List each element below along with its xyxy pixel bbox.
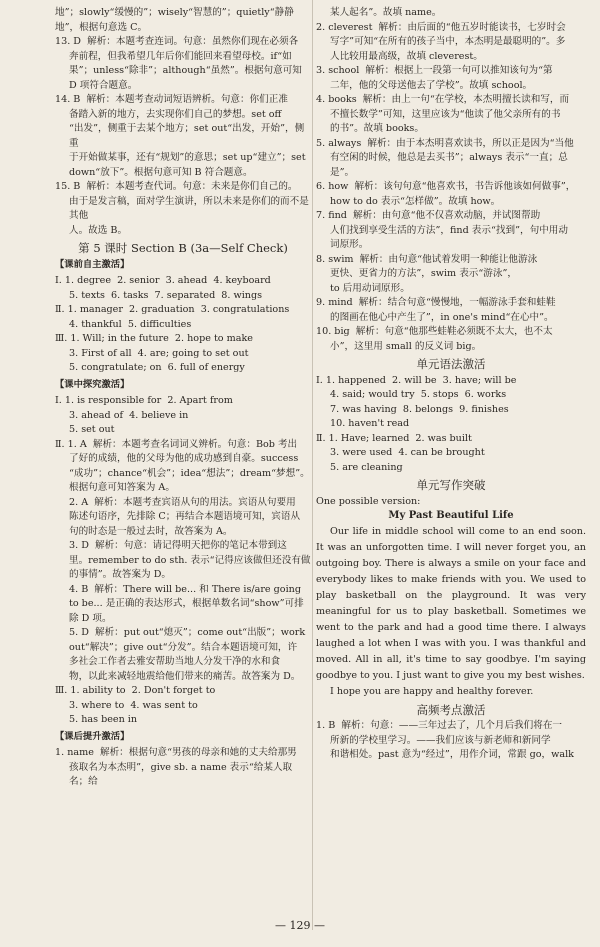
in-class-line: Ⅲ. 1. ability to 2. Don't forget to xyxy=(55,685,216,696)
pre-class-answers xyxy=(55,274,311,376)
grammar-title: 单元语法激活 xyxy=(416,357,486,371)
pre-class-line: Ⅰ. 1. degree 2. senior 3. ahead 4. keyboard xyxy=(55,275,271,286)
grammar-line: 4. said; would try 5. stops 6. works xyxy=(330,389,507,400)
pre-class-line: 3. First of all 4. are; going to set out xyxy=(69,347,249,359)
after-class-line: 2. cleverest 解析：由后面的“他五岁时能读书，七岁时会 xyxy=(316,21,566,33)
grammar-line: Ⅰ. 1. happened 2. will be 3. have; will be xyxy=(316,374,517,386)
answer-line: 于开始做某事，还有“规划”的意思；set up“建立”；set xyxy=(69,152,306,163)
pre-class-line: Ⅲ. 1. Will; in the future 2. hope to make xyxy=(55,333,253,344)
page-number: — 129 — xyxy=(275,919,325,932)
after-class-line: 小”，这里用 small 的反义词 big。 xyxy=(330,340,482,352)
grammar-line: 7. was having 8. belongs 9. finishes xyxy=(330,403,509,415)
in-class-line: out“解决”；give out“分发”。结合本题语境可知，许 xyxy=(69,641,298,653)
after-class-line: 二年，他的父母送他去了学校”。故填 school。 xyxy=(330,79,533,91)
after-class-line: how to do 表示“怎样做”。故填 how。 xyxy=(330,195,501,207)
writing-intro: One possible version: xyxy=(316,495,421,507)
grammar-line: 3. were used 4. can be brought xyxy=(330,447,485,458)
answer-line: “出发”，侧重于去某个地方；set out“出发，开始”，侧重 xyxy=(69,123,305,149)
after-class-line: 3. school 解析：根据上一段第一句可以推知该句为“第 xyxy=(316,65,553,76)
answer-block-prev xyxy=(55,6,311,238)
pre-class-line: 4. thankful 5. difficulties xyxy=(69,318,192,330)
answer-line: 奔前程，但我希望几年后你们能回来看望母校。if“如 xyxy=(69,50,292,62)
highfreq-line: 所新的学校里学习。——我们应该与新老师和新同学 xyxy=(330,734,551,746)
after-class-line: 4. books 解析：由上一句“在学校，本杰明擅长读和写，而 xyxy=(316,94,570,105)
after-class-line: 人比较用最高级，故填 cleverest。 xyxy=(330,50,483,62)
category-in-class: 【课中探究激活】 xyxy=(55,378,130,390)
pre-class-line: 5. texts 6. tasks 7. separated 8. wings xyxy=(69,289,263,301)
in-class-line: 除 D 项。 xyxy=(69,612,112,624)
answer-line: 13. D 解析：本题考查连词。句意：虽然你们现在必须各 xyxy=(55,36,299,47)
in-class-line: 3. D 解析：句意：请记得明天把你的笔记本带到这 xyxy=(69,540,287,551)
after-class-answers-cont xyxy=(316,6,586,354)
section-b-title: 第 5 课时 Section B (3a—Self Check) xyxy=(78,241,288,255)
in-class-line: 物，以此来减轻地震给他们带来的痛苦。故答案为 D。 xyxy=(69,670,301,682)
in-class-line: 根据句意可知答案为 A。 xyxy=(69,482,175,493)
grammar-line: 10. haven't read xyxy=(330,418,410,429)
in-class-line: 3. ahead of 4. believe in xyxy=(69,409,189,421)
in-class-line: Ⅱ. 1. A 解析：本题考查名词词义辨析。句意：Bob 考出 xyxy=(55,438,298,450)
after-class-line: 的书”。故填 books。 xyxy=(330,123,424,134)
answer-line: 人。故选 B。 xyxy=(69,224,128,236)
after-class-line: to 后用动词原形。 xyxy=(330,282,410,294)
in-class-line: Ⅰ. 1. is responsible for 2. Apart from xyxy=(55,395,233,406)
in-class-line: 陈述句语序，先排除 C；再结合本题语境可知，宾语从 xyxy=(69,511,301,522)
after-class-line: 8. swim 解析：由句意“他试着发明一种能让他游泳 xyxy=(316,253,538,265)
in-class-line: 5. D 解析：put out“熄灭”；come out“出版”；work xyxy=(69,627,306,638)
after-class-line: 写字”可知“在所有的孩子当中，本杰明是最聪明的”。多 xyxy=(330,36,566,47)
after-class-line: 某人起名”。故填 name。 xyxy=(330,7,442,18)
essay-paragraph: I hope you are happy and healthy forever. xyxy=(330,685,534,697)
answer-line: 果”；unless“除非”；although“虽然”。根据句意可知 D 项符合题意。 xyxy=(69,65,305,91)
in-class-line: to be... 是正确的表达形式，根据单数名词“show”可排 xyxy=(69,598,304,609)
answer-line: down“放下”。根据句意可知 B 符合题意。 xyxy=(69,166,253,178)
pre-class-line: Ⅱ. 1. manager 2. graduation 3. congratulations xyxy=(55,304,290,315)
in-class-line: 5. has been in xyxy=(69,714,138,725)
in-class-line: 3. where to 4. was sent to xyxy=(69,699,198,711)
pre-class-line: 5. congratulate; on 6. full of energy xyxy=(69,362,245,373)
in-class-line: 里。remember to do sth. 表示“记得应该做但还没有做 xyxy=(69,554,311,566)
answer-line: 15. B 解析：本题考查代词。句意：未来是你们自己的。 xyxy=(55,181,298,192)
after-class-line: 人们找到享受生活的方法”，find 表示“找到”，句中用动 xyxy=(330,224,568,236)
in-class-line: 5. set out xyxy=(69,424,115,435)
after-class-line: 更快、更省力的方法”，swim 表示“游泳”， xyxy=(330,268,517,279)
highfreq-line: 1. B 解析：句意：——三年过去了，几个月后我们将在一 xyxy=(316,720,563,731)
essay-paragraph: Our life in middle school will come to an end soon. It was an unforgotten time. I will never forget you, an outgoing boy. There is always a smile on your face and everybody likes to make friends with you. We used to play basketball on the playground. It was very meaningful for us to play basketball. Sometimes we went to the park and had a good time there. I always laughed a lot when I was with you. I was thankful and moved. All in all, it's time to say goodbye. I'm saying goodbye to you. I just want to give you my best wishes. xyxy=(316,525,586,681)
after-class-line: 5. always 解析：由于本杰明喜欢读书，所以正是因为“当他 xyxy=(316,137,574,149)
after-class-line: 6. how 解析：该句句意“他喜欢书，书告诉他该如何做事”， xyxy=(316,181,576,192)
grammar-line: Ⅱ. 1. Have; learned 2. was built xyxy=(316,432,472,444)
answer-line: 备踏入新的地方，去实现你们自己的梦想。set off xyxy=(69,108,282,120)
grammar-answers xyxy=(316,374,586,476)
essay-title: My Past Beautiful Life xyxy=(388,510,514,521)
in-class-line: “成功”；chance“机会”；idea“想法”；dream“梦想”。 xyxy=(69,467,310,479)
after-class-line: 7. find 解析：由句意“他不仅喜欢动脑，并试图帮助 xyxy=(316,210,541,221)
answer-line: 由于是发言稿，面对学生演讲，所以未来是你们的而不是其他 xyxy=(69,195,309,221)
after-class-line: 孩取名为本杰明”，give sb. a name 表示“给某人取名；给 xyxy=(69,761,293,787)
in-class-answers xyxy=(55,394,311,728)
grammar-line: 5. are cleaning xyxy=(330,461,403,473)
highfreq-answers xyxy=(316,719,586,763)
after-class-line: 有空闲的时候，他总是去买书”；always 表示“一直；总是”。 xyxy=(330,152,568,178)
after-class-line: 1. name 解析：根据句意“男孩的母亲和她的丈夫给那男 xyxy=(55,747,297,758)
after-class-line: 9. mind 解析：结合句意“慢慢地，一幅游泳手套和蛙鞋 xyxy=(316,297,556,308)
in-class-line: 多社会工作者去雅安帮助当地人分发干净的水和食 xyxy=(69,656,281,667)
after-class-line: 10. big 解析：句意“他那些蛙鞋必须既不太大，也不太 xyxy=(316,326,553,337)
left-column xyxy=(55,6,311,790)
answer-line: 14. B 解析：本题考查动词短语辨析。句意：你们正准 xyxy=(55,94,288,105)
after-class-answers xyxy=(55,746,311,790)
in-class-line: 2. A 解析：本题考查宾语从句的用法。宾语从句要用 xyxy=(69,496,296,508)
answer-line: 地”，根据句意选 C。 xyxy=(55,21,148,33)
right-column xyxy=(316,6,586,763)
highfreq-line: 和谐相处。past 意为“经过”，用作介词，常跟 go，walk xyxy=(330,749,574,760)
in-class-line: 4. B 解析：There will be... 和 There is/are going xyxy=(69,583,301,595)
essay-body xyxy=(316,524,586,700)
column-divider xyxy=(312,0,313,930)
after-class-line: 的图画在他心中产生了”，in one's mind“在心中”。 xyxy=(330,311,554,323)
category-pre-class: 【课前自主激活】 xyxy=(55,258,130,270)
highfreq-title: 高频考点激活 xyxy=(416,702,486,717)
writing-title: 单元写作突破 xyxy=(416,478,486,492)
in-class-line: 的事情”。故答案为 D。 xyxy=(69,569,171,580)
after-class-line: 不擅长数学”可知，这里应该为“他读了他父亲所有的书 xyxy=(330,108,561,120)
in-class-line: 了好的成绩，他的父母为他的成功感到自豪。success xyxy=(69,453,299,464)
answer-line: 地”；slowly“缓慢的”；wisely“智慧的”；quietly“静静 xyxy=(55,7,294,18)
category-after-class: 【课后提升激活】 xyxy=(55,730,130,742)
after-class-line: 词原形。 xyxy=(330,239,369,250)
in-class-line: 句的时态是一般过去时，故答案为 A。 xyxy=(69,525,233,537)
